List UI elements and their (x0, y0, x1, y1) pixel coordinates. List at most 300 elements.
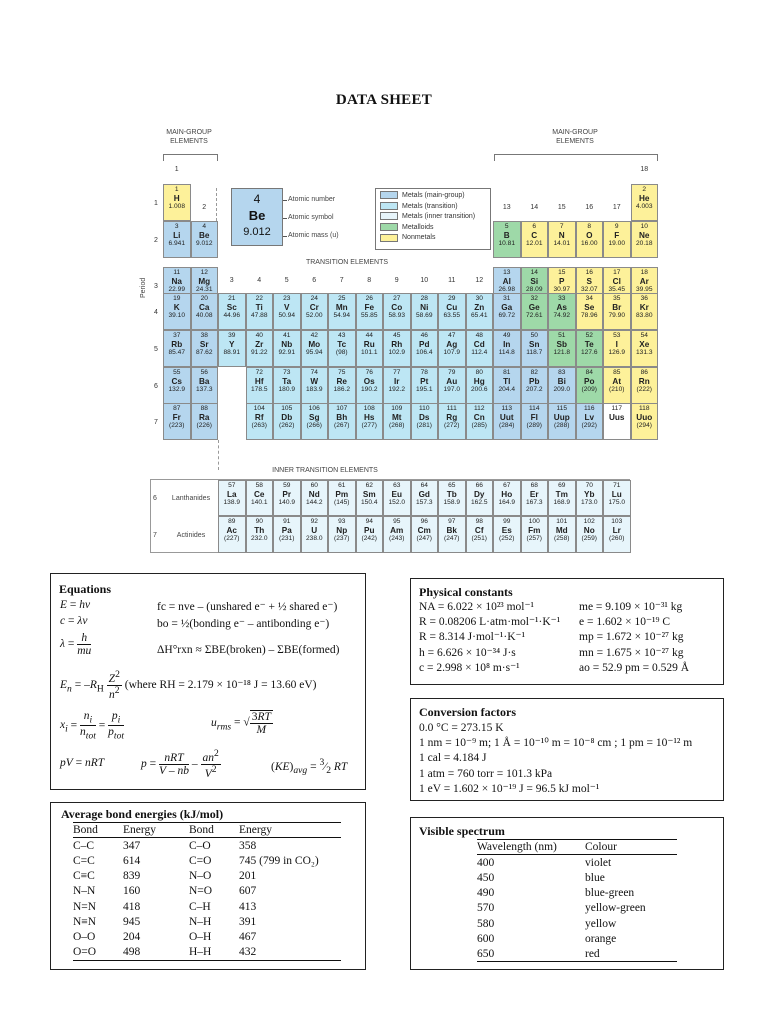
element-number: 106 (308, 405, 320, 412)
element-mass: (268) (389, 421, 405, 429)
eq-debroglie: λ = $\frac{h}{mu}$ (60, 632, 92, 658)
element-mass: (231) (279, 534, 295, 542)
element-symbol: Rg (446, 412, 458, 422)
element-number: 74 (310, 369, 318, 376)
element-ti (246, 293, 274, 330)
element-mass: 137.3 (195, 385, 213, 393)
period-number-7: 7 (154, 419, 158, 426)
element-hg (466, 367, 494, 404)
element-mass: (223) (169, 421, 185, 429)
element-symbol: Y (229, 339, 235, 349)
element-mass: 63.55 (443, 311, 460, 319)
element-symbol: K (173, 302, 180, 312)
element-rg (438, 403, 466, 440)
element-symbol: Pm (335, 489, 349, 499)
element-symbol: Ne (639, 230, 650, 240)
element-mass: 1.008 (168, 202, 185, 210)
element-number: 87 (173, 405, 181, 412)
legend-label: Metals (main-group) (402, 192, 465, 199)
element-symbol: As (556, 302, 567, 312)
table-cell: 418 (123, 900, 141, 913)
element-symbol: Mo (308, 339, 321, 349)
element-md (548, 516, 576, 553)
element-mass: 140.9 (278, 498, 295, 506)
element-symbol: Md (555, 525, 568, 535)
element-number: 27 (393, 295, 401, 302)
column-header: Bond (189, 824, 214, 837)
element-symbol: Pa (281, 525, 292, 535)
element-symbol: Zr (255, 339, 264, 349)
element-number: 28 (420, 295, 428, 302)
element-cd (466, 330, 494, 367)
table-cell: 391 (239, 915, 257, 928)
element-symbol: Np (336, 525, 348, 535)
element-mass: 50.94 (278, 311, 295, 319)
element-ni (411, 293, 439, 330)
element-number: 44 (365, 332, 373, 339)
bond-row (73, 868, 341, 883)
element-cf (466, 516, 494, 553)
element-symbol: Cu (446, 302, 458, 312)
element-symbol: H (173, 193, 180, 203)
element-mass: (285) (471, 421, 487, 429)
key-symbol: Be (248, 208, 266, 223)
element-symbol: Zn (474, 302, 485, 312)
element-number: 91 (283, 518, 291, 525)
key-line (283, 200, 287, 201)
element-symbol: Re (336, 376, 347, 386)
element-symbol: Er (529, 489, 539, 499)
element-symbol: Mt (391, 412, 402, 422)
element-mass: 200.6 (470, 385, 488, 393)
element-number: 81 (503, 369, 511, 376)
constant-line: NA = 6.022 × 10²³ mol⁻¹ (419, 601, 534, 613)
group-header-14: 14 (530, 204, 539, 211)
element-mass: 126.9 (608, 348, 625, 356)
element-yb (576, 480, 604, 516)
element-number: 95 (393, 518, 401, 525)
element-mass: (226) (196, 421, 212, 429)
constant-line: ao = 52.9 pm = 0.529 Å (579, 661, 690, 674)
element-mass: 52.00 (305, 311, 323, 319)
table-cell: 204 (123, 931, 141, 944)
element-lv (576, 403, 604, 440)
element-number: 117 (611, 405, 622, 412)
conversion-line: 1 nm = 10⁻⁹ m; 1 Å = 10⁻¹⁰ m = 10⁻⁸ cm ; 1 pm = 10⁻¹² m (419, 737, 693, 750)
element-mass: (281) (416, 421, 432, 429)
spectrum-row (477, 870, 677, 885)
legend-swatch (380, 202, 398, 210)
element-mass: (237) (334, 534, 350, 542)
group-header-9: 9 (394, 277, 399, 284)
table-cell: C–O (189, 839, 211, 852)
table-cell: blue (585, 871, 605, 884)
group-header-10: 10 (420, 277, 429, 284)
element-symbol: Al (502, 276, 511, 286)
element-symbol: Ho (501, 489, 513, 499)
element-uus (603, 403, 631, 440)
element-number: 62 (365, 482, 373, 489)
element-number: 71 (613, 482, 621, 489)
element-symbol: Uuo (636, 412, 653, 422)
spectrum-row (477, 916, 677, 931)
equations-box (50, 573, 366, 790)
element-number: 11 (173, 269, 181, 276)
element-symbol: Ta (282, 376, 292, 386)
key-line (283, 236, 287, 237)
element-number: 108 (363, 405, 375, 412)
element-symbol: Es (501, 525, 512, 535)
element-symbol: Ti (255, 302, 263, 312)
element-number: 105 (281, 405, 293, 412)
element-symbol: Hg (473, 376, 485, 386)
element-mass: 22.99 (168, 285, 185, 293)
element-symbol: Si (530, 276, 539, 286)
element-mass: (260) (609, 534, 625, 542)
element-symbol: Mg (198, 276, 211, 286)
element-number: 29 (448, 295, 456, 302)
bond-row (73, 945, 341, 960)
element-mass: (294) (636, 421, 652, 429)
element-number: 8 (587, 223, 592, 230)
element-ca (191, 293, 219, 330)
eq-bond-order: bo = ½(bonding e⁻ – antibonding e⁻) (157, 618, 330, 630)
eq-formal-charge: fc = nve – (unshared e⁻ + ½ shared e⁻) (157, 601, 338, 613)
legend-label: Metals (transition) (402, 202, 458, 210)
element-fr (163, 403, 191, 440)
element-sr (191, 330, 219, 367)
element-number: 64 (420, 482, 428, 489)
element-u (301, 516, 329, 553)
element-number: 2 (642, 186, 647, 193)
element-number: 75 (338, 369, 346, 376)
element-symbol: Pt (420, 376, 429, 386)
element-number: 110 (418, 405, 430, 412)
element-symbol: Cf (474, 525, 484, 535)
conversion-lines (419, 721, 692, 797)
element-mn (328, 293, 356, 330)
element-number: 104 (253, 405, 265, 412)
element-mass: (247) (444, 534, 460, 542)
element-number: 45 (393, 332, 401, 339)
element-mass: (284) (499, 421, 515, 429)
element-ta (273, 367, 301, 404)
element-number: 19 (173, 295, 181, 302)
visible-spectrum-box (410, 817, 724, 970)
group-header-8: 8 (367, 277, 372, 284)
element-mass: (258) (554, 534, 570, 542)
element-symbol: Cs (171, 376, 182, 386)
element-symbol: Cr (309, 302, 319, 312)
eq-van-der-waals: p = $\frac{\text{nRT}}{V - nb}$ – $\frac{an^2}{V^2}$ (141, 748, 219, 780)
bracket-left (163, 154, 218, 161)
element-number: 20 (200, 295, 208, 302)
element-ds (411, 403, 439, 440)
element-number: 113 (501, 405, 512, 412)
table-cell: C=O (189, 854, 212, 867)
element-number: 73 (283, 369, 291, 376)
element-number: 13 (503, 269, 511, 276)
element-mass: (272) (444, 421, 460, 429)
element-number: 68 (530, 482, 538, 489)
table-cell: blue-green (585, 887, 635, 900)
element-lu (603, 480, 631, 516)
table-cell: H–H (189, 946, 212, 959)
bond-energies-box (50, 802, 366, 970)
element-symbol: Rh (391, 339, 403, 349)
element-mass: 32.07 (580, 285, 598, 293)
element-h (163, 184, 191, 221)
element-mass: 72.61 (525, 311, 543, 319)
bond-row (73, 838, 341, 853)
element-symbol: Te (584, 339, 594, 349)
element-pr (273, 480, 301, 516)
element-symbol: Rf (254, 412, 264, 422)
element-mass: 39.95 (635, 285, 653, 293)
element-fe (356, 293, 384, 330)
table-cell: 945 (123, 915, 141, 928)
element-mass: 54.94 (333, 311, 350, 319)
group-header-3: 3 (229, 277, 234, 284)
element-zn (466, 293, 494, 330)
element-number: 30 (475, 295, 483, 302)
element-mass: 26.98 (498, 285, 515, 293)
element-number: 53 (613, 332, 621, 339)
element-symbol: P (559, 276, 565, 286)
element-symbol: Rn (638, 376, 650, 386)
element-hs (356, 403, 384, 440)
element-es (493, 516, 521, 553)
element-mass: (227) (224, 534, 240, 542)
element-symbol: Pd (419, 339, 430, 349)
element-symbol: Ge (528, 302, 540, 312)
constants-left (419, 600, 560, 676)
key-mass: 9.012 (243, 226, 271, 238)
table-cell: C≡C (73, 870, 95, 883)
element-symbol: C (531, 230, 538, 240)
element-mass: 88.91 (223, 348, 240, 356)
element-symbol: Fl (530, 412, 538, 422)
element-bk (438, 516, 466, 553)
element-number: 63 (393, 482, 401, 489)
element-mass: (277) (361, 421, 377, 429)
table-cell: 498 (123, 946, 141, 959)
table-cell: 160 (123, 885, 141, 898)
element-y (218, 330, 246, 367)
table-cell: 450 (477, 871, 495, 884)
element-mass: 102.9 (388, 348, 405, 356)
element-symbol: Sm (362, 489, 376, 499)
eq-kinetic-energy: $(KE)_{avg}$ = $^3⁄_2$ RT (271, 757, 348, 777)
element-number: 66 (475, 482, 483, 489)
element-number: 49 (503, 332, 511, 339)
element-number: 3 (174, 223, 179, 230)
table-cell: O=O (73, 946, 97, 959)
element-number: 112 (473, 405, 485, 412)
element-er (521, 480, 549, 516)
element-mass: (289) (526, 421, 542, 429)
element-number: 65 (448, 482, 456, 489)
element-mass: 192.2 (388, 385, 405, 393)
element-number: 18 (640, 269, 648, 276)
element-symbol: In (503, 339, 511, 349)
element-number: 67 (503, 482, 511, 489)
element-symbol: Cl (612, 276, 621, 286)
element-symbol: Ar (639, 276, 649, 286)
element-number: 88 (200, 405, 208, 412)
element-number: 83 (558, 369, 566, 376)
element-rn (631, 367, 659, 404)
element-symbol: Pu (364, 525, 375, 535)
main-group-label-left: MAIN-GROUP ELEMENTS (166, 129, 212, 146)
element-mass: 101.1 (360, 348, 378, 356)
element-mass: 195.1 (415, 385, 433, 393)
element-symbol: La (226, 489, 237, 499)
table-cell: red (585, 947, 600, 960)
element-mass: 91.22 (250, 348, 268, 356)
element-mass: 162.5 (470, 498, 488, 506)
element-number: 72 (255, 369, 263, 376)
group-header-16: 16 (585, 204, 594, 211)
element-number: 55 (173, 369, 181, 376)
constant-line: mp = 1.672 × 10⁻²⁷ kg (579, 631, 684, 644)
element-symbol: Gd (418, 489, 430, 499)
element-symbol: Ru (363, 339, 375, 349)
element-in (493, 330, 521, 367)
legend-item (380, 202, 486, 213)
element-symbol: Tc (337, 339, 347, 349)
element-pa (273, 516, 301, 553)
element-mass: (145) (334, 498, 350, 506)
element-number: 42 (310, 332, 318, 339)
legend-swatch (380, 191, 398, 199)
element-mass: 183.9 (305, 385, 323, 393)
element-number: 69 (558, 482, 566, 489)
table-cell: violet (585, 856, 612, 869)
constant-line: mn = 1.675 × 10⁻²⁷ kg (579, 646, 684, 659)
table-cell: N–H (189, 915, 212, 928)
element-number: 80 (475, 369, 483, 376)
element-mass: 152.0 (388, 498, 405, 506)
element-symbol: Sn (529, 339, 540, 349)
table-cell: 839 (123, 870, 141, 883)
table-cell: O–H (189, 931, 212, 944)
element-np (328, 516, 356, 553)
element-number: 102 (583, 518, 595, 525)
element-number: 1 (174, 186, 179, 193)
element-number: 33 (558, 295, 566, 302)
element-be (191, 221, 219, 258)
legend-swatch (380, 223, 398, 231)
element-symbol: Uut (499, 412, 514, 422)
conversion-line: 1 atm = 760 torr = 101.3 kPa (419, 767, 553, 780)
element-pm (328, 480, 356, 516)
table-cell: N=N (73, 900, 97, 913)
group-header-2: 2 (202, 204, 207, 211)
element-zr (246, 330, 274, 367)
element-number: 103 (611, 518, 623, 525)
element-i (603, 330, 631, 367)
element-symbol: Uus (609, 412, 625, 422)
element-mass: (292) (581, 421, 597, 429)
element-uup (548, 403, 576, 440)
element-number: 52 (585, 332, 593, 339)
actinides-label: Actinides (176, 532, 206, 539)
element-k (163, 293, 191, 330)
eq-bohr: $E_n = -R_H$ $\frac{Z^2}{n^2}$ (where RH = 2.179 × 10⁻¹⁸ J = 13.60 eV) (60, 669, 317, 701)
element-mass: 39.10 (168, 311, 185, 319)
element-mass: 209.0 (553, 385, 570, 393)
key-mass-label: Atomic mass (u) (288, 232, 339, 239)
element-tb (438, 480, 466, 516)
element-v (273, 293, 301, 330)
legend-item (380, 191, 486, 202)
element-symbol: Cd (473, 339, 485, 349)
element-symbol: Po (584, 376, 595, 386)
element-number: 21 (228, 295, 236, 302)
element-nb (273, 330, 301, 367)
constant-line: me = 9.109 × 10⁻³¹ kg (579, 601, 683, 613)
table-header-row (73, 823, 341, 838)
element-mt (383, 403, 411, 440)
element-mass: 107.9 (443, 348, 460, 356)
element-symbol: Bi (557, 376, 566, 386)
conversion-factors-box (410, 698, 724, 801)
column-header: Energy (239, 824, 273, 837)
element-sg (301, 403, 329, 440)
element-symbol: F (614, 230, 620, 240)
element-symbol: He (639, 193, 650, 203)
element-number: 16 (585, 269, 593, 276)
element-number: 5 (504, 223, 509, 230)
table-cell: N–N (73, 885, 96, 898)
element-mass: 175.0 (608, 498, 625, 506)
element-he (631, 184, 659, 221)
table-cell: 600 (477, 932, 495, 945)
element-dy (466, 480, 494, 516)
table-cell: 467 (239, 931, 257, 944)
eq-bohr-note: (where RH = 2.179 × 10⁻¹⁸ J = 13.60 eV) (124, 679, 317, 692)
element-number: 60 (310, 482, 318, 489)
element-mass: 14.01 (553, 239, 570, 247)
element-number: 115 (556, 405, 567, 412)
element-symbol: O (586, 230, 593, 240)
element-symbol: Be (199, 230, 210, 240)
element-number: 9 (614, 223, 619, 230)
element-symbol: Uup (553, 412, 570, 422)
element-number: 43 (338, 332, 346, 339)
element-mass: (242) (361, 534, 377, 542)
element-br (603, 293, 631, 330)
table-cell: orange (585, 932, 617, 945)
element-number: 118 (638, 405, 650, 412)
spectrum-row (477, 855, 677, 870)
lanthanides-label: Lanthanides (171, 495, 211, 502)
bond-energies-title: Average bond energies (kJ/mol) (61, 807, 224, 821)
element-mo (301, 330, 329, 367)
conversion-line: 1 eV = 1.602 × 10⁻¹⁹ J = 96.5 kJ mol⁻¹ (419, 782, 600, 795)
element-mass: 16.00 (580, 239, 598, 247)
period-number-2: 2 (154, 237, 158, 244)
element-mass: 47.88 (250, 311, 268, 319)
element-symbol: Ag (446, 339, 458, 349)
element-mass: 114.8 (498, 348, 515, 356)
legend-item (380, 233, 486, 244)
element-f (603, 221, 631, 258)
period-number-1: 1 (154, 200, 158, 207)
element-number: 14 (530, 269, 538, 276)
element-symbol: Am (390, 525, 404, 535)
